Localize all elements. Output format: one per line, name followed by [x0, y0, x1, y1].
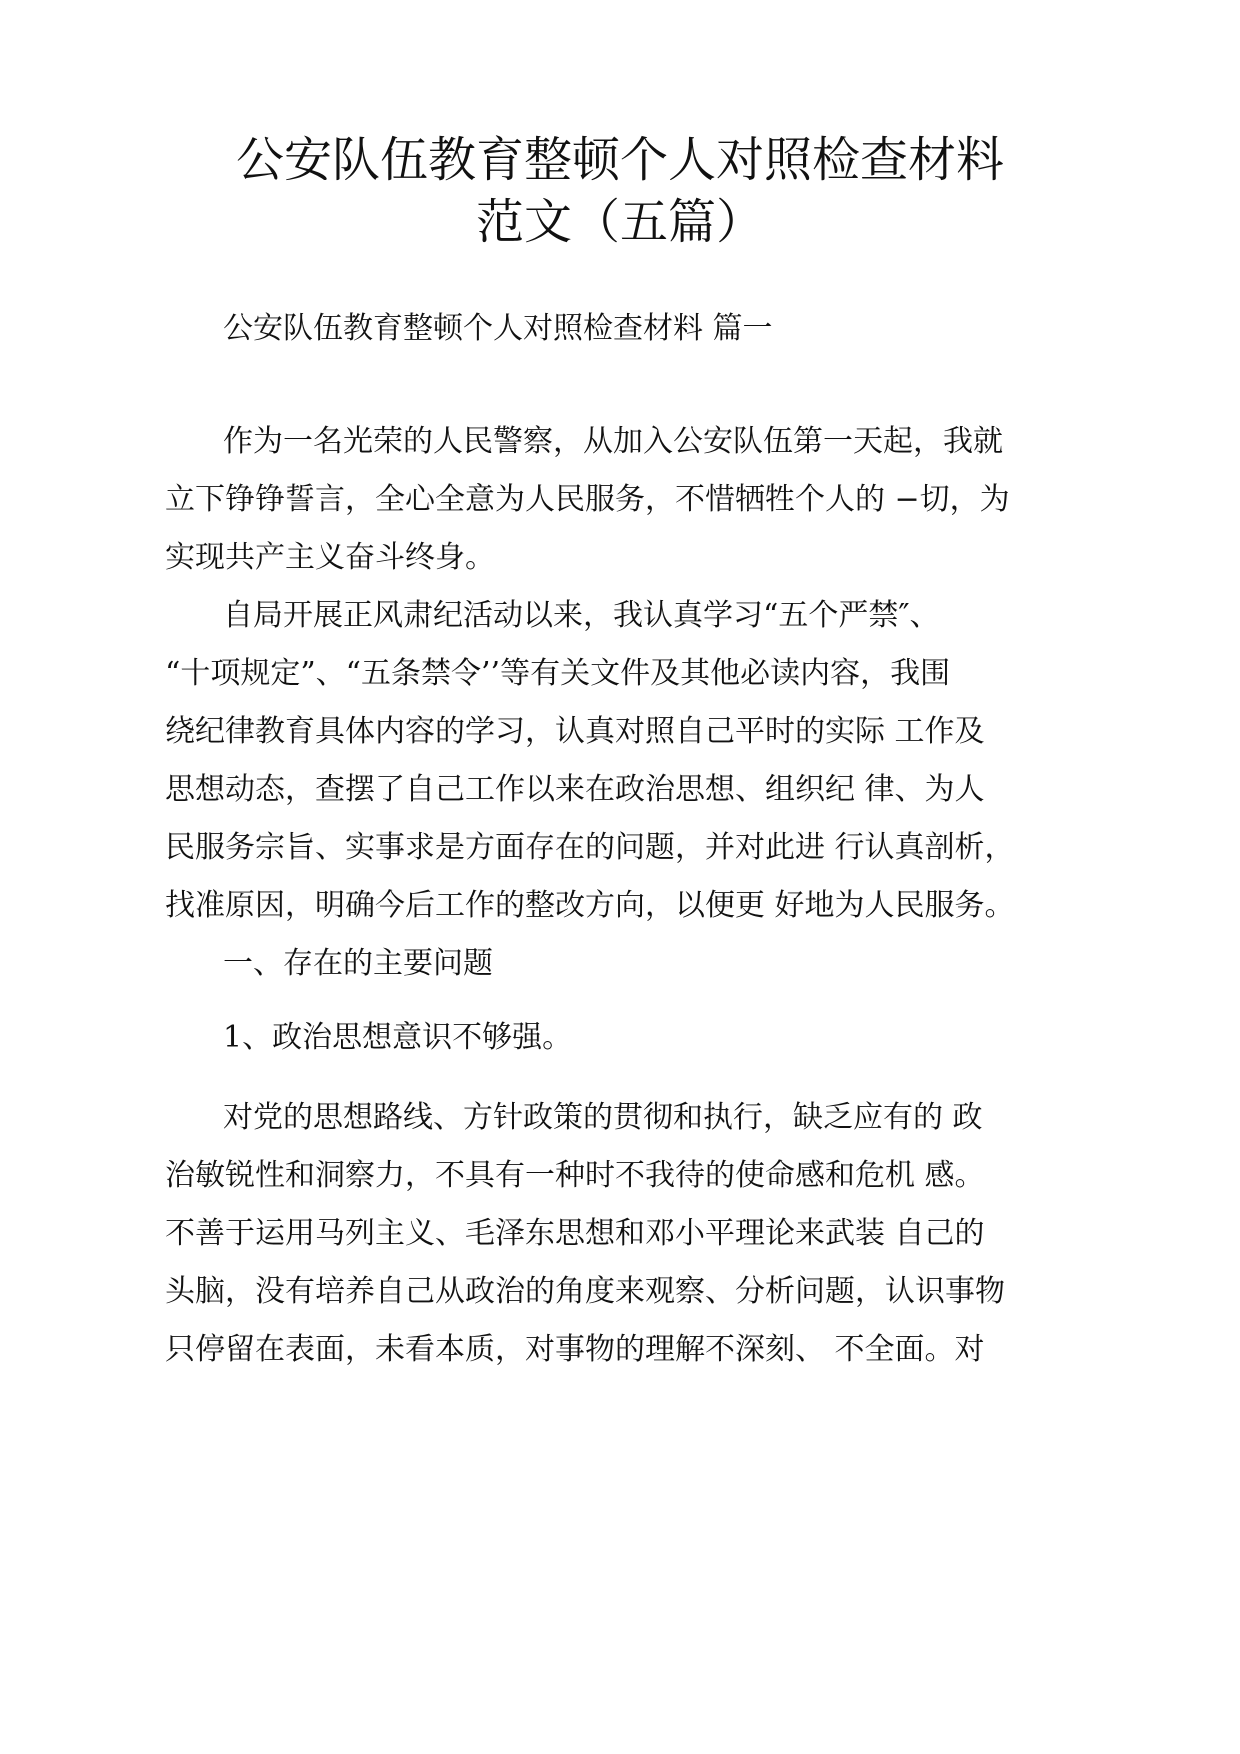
document-title-line1: 公安队伍教育整顿个人对照检查材料 [235, 132, 1004, 188]
paragraph-line: 头脑，没有培养自己从政治的角度来观察、分析问题，认识事物 [165, 1274, 1005, 1309]
paragraph-line: “十项规定”、“五条禁令’’等有关文件及其他必读内容，我围 [165, 656, 951, 691]
paragraph-line: 民服务宗旨、实事求是方面存在的问题，并对此进 行认真剖析， [165, 830, 1015, 865]
paragraph-line: 治敏锐性和洞察力，不具有一种时不我待的使命感和危机 感。 [165, 1158, 985, 1193]
paragraph-line: 只停留在表面，未看本质，对事物的理解不深刻、 不全面。对 [165, 1332, 985, 1367]
subsection-heading: 1、政治思想意识不够强。 [223, 1020, 573, 1055]
paragraph-line: 找准原因，明确今后工作的整改方向，以便更 好地为人民服务。 [165, 888, 1015, 923]
section-subtitle: 公安队伍教育整顿个人对照检查材料 篇一 [223, 311, 773, 346]
section-heading: 一、存在的主要问题 [223, 946, 493, 981]
paragraph-line: 对党的思想路线、方针政策的贯彻和执行，缺乏应有的 政 [223, 1100, 983, 1135]
paragraph-line: 自局开展正风肃纪活动以来，我认真学习“五个严禁″、 [223, 598, 940, 633]
paragraph-line: 立下铮铮誓言，全心全意为人民服务，不惜牺牲个人的 −切，为 [165, 482, 1010, 517]
paragraph-line: 绕纪律教育具体内容的学习，认真对照自己平时的实际 工作及 [165, 714, 985, 749]
paragraph-line: 不善于运用马列主义、毛泽东思想和邓小平理论来武装 自己的 [165, 1216, 985, 1251]
paragraph-line: 实现共产主义奋斗终身。 [165, 540, 495, 575]
document-title-line2: 范文（五篇） [475, 194, 764, 250]
paragraph-line: 作为一名光荣的人民警察，从加入公安队伍第一天起，我就 [223, 424, 1003, 459]
paragraph-line: 思想动态，查摆了自己工作以来在政治思想、组织纪 律、为人 [165, 772, 985, 807]
